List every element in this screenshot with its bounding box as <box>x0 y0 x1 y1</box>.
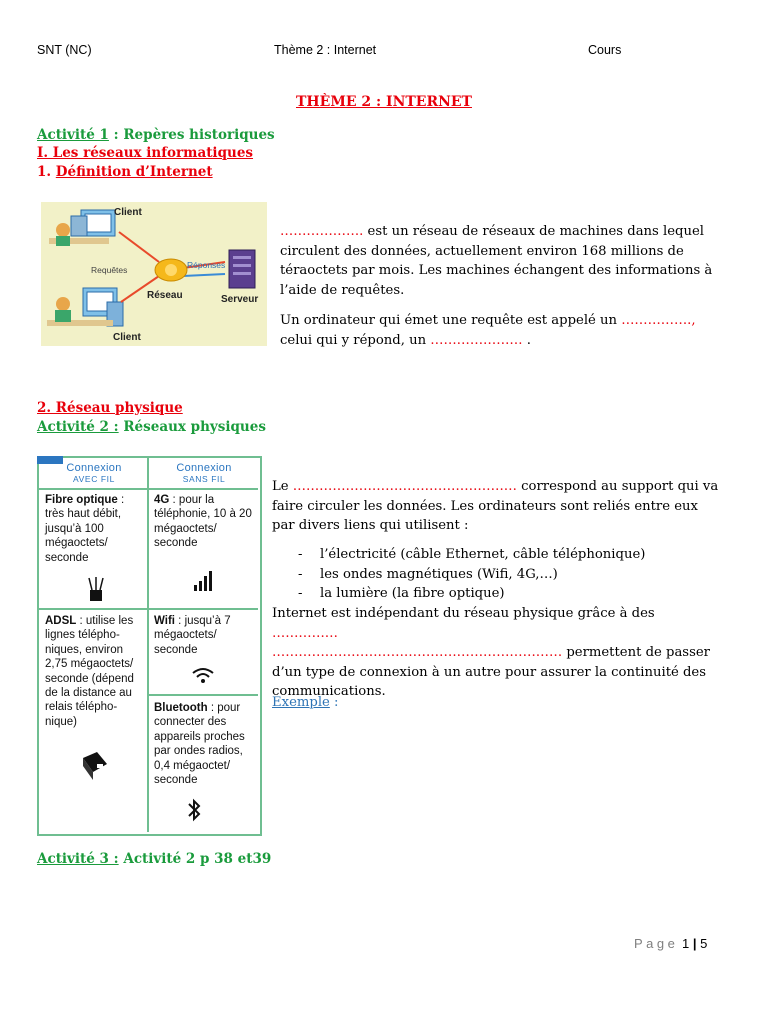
cell-fibre-optique: Fibre optique : très haut débit, jusqu’à 100 mégaoctets/ seconde <box>45 494 125 564</box>
liens-list <box>272 545 724 604</box>
page-title: THÈME 2 : INTERNET <box>296 94 472 110</box>
exemple-link[interactable]: Exemple <box>272 695 330 710</box>
server-icon <box>229 250 255 288</box>
col-header-avec-fil: Connexion AVEC FIL <box>66 462 122 484</box>
label-serveur: Serveur <box>221 294 259 305</box>
physique-text-1: correspond au support qui va faire circuler les données. Les ordinateurs sont reliés entre eux par divers liens qui utilisent : <box>272 479 719 534</box>
fibre-optique-icon <box>87 576 105 602</box>
physique-paragraph-2 <box>272 604 724 702</box>
label-client-bottom: Client <box>113 332 141 343</box>
page-word: Page <box>634 936 679 951</box>
activite-1-heading <box>37 127 275 143</box>
subsection-1-number: 1. <box>37 164 56 180</box>
activite-2-heading <box>37 419 266 435</box>
activite-3-heading <box>37 851 271 867</box>
blank-serveur: ………………… <box>430 332 523 348</box>
activite-1-label: Activité 1 <box>37 127 109 143</box>
definition-text-1: est un réseau de réseaux de machines dans lequel circulent des données, actuellement environ 168 millions de téraoctets par mois. Les machines échangent des informations à l’aide de requêtes. <box>280 224 713 298</box>
page-separator: | <box>689 936 701 951</box>
definition-text-2c: . <box>522 332 531 348</box>
cell-4g: 4G : pour la téléphonie, 10 à 20 mégaoctets/ seconde <box>154 494 252 550</box>
definition-text-2a: Un ordinateur qui émet une requête est appelé un <box>280 313 622 328</box>
subsection-2-heading: 2. Réseau physique <box>37 400 183 416</box>
subsection-1-text: Définition d’Internet <box>55 164 213 180</box>
client-bottom-person-icon <box>56 297 70 311</box>
cell-wifi: Wifi : jusqu’à 7 mégaoctets/ seconde <box>154 615 231 656</box>
physique-text-le: Le <box>272 479 293 494</box>
definition-paragraph-2 <box>280 311 720 350</box>
exemple-line <box>272 693 338 713</box>
blank-reseau-physique: …………………………………………… <box>292 479 517 494</box>
blank-protocoles-1: …………… <box>272 625 338 641</box>
blank-client: ……………., <box>621 313 696 328</box>
activite-2-rest: Réseaux physiques <box>118 419 266 435</box>
page-total: 5 <box>700 936 708 951</box>
page-current: 1 <box>682 936 690 951</box>
header-left: SNT (NC) <box>37 43 92 57</box>
activite-1-rest: : Repères historiques <box>108 127 275 143</box>
list-item: - les ondes magnétiques (Wifi, 4G,…) <box>272 565 724 585</box>
col-header-sans-fil: Connexion SANS FIL <box>176 462 232 484</box>
label-client-top: Client <box>114 207 142 218</box>
cell-bluetooth: Bluetooth : pour connecter des appareils proches par ondes radios, 0,4 mégaoctet/ seconde <box>154 702 245 787</box>
bluetooth-icon <box>186 798 202 822</box>
exemple-colon: : <box>329 695 339 710</box>
section-1-heading: I. Les réseaux informatiques <box>37 145 254 161</box>
cell-adsl: ADSL : utilise les lignes télépho-niques, environ 2,75 mégaoctets/ seconde (dépend de la distance au relais télépho-nique) <box>45 615 134 728</box>
physique-text-2b: permettent de passer d’un type de connexion à un autre pour assurer la continuité des communications. <box>272 645 710 700</box>
activite-2-label: Activité 2 : <box>37 419 119 435</box>
label-requetes: Requêtes <box>91 265 128 275</box>
telephone-plug-icon <box>79 750 109 782</box>
header-right: Cours <box>588 43 622 57</box>
network-diagram-illustration <box>41 202 267 346</box>
signal-bars-icon <box>193 570 213 592</box>
definition-paragraph-1 <box>280 222 720 300</box>
definition-text-2b: celui qui y répond, un <box>280 332 431 348</box>
connexion-table <box>37 456 262 836</box>
list-item: - la lumière (la fibre optique) <box>272 584 724 604</box>
physique-text-2a: Internet est indépendant du réseau physique grâce à des <box>272 606 655 621</box>
wifi-icon <box>191 666 215 684</box>
page-number <box>634 936 707 951</box>
subsection-1-heading <box>37 164 213 180</box>
blank-internet: ………………. <box>280 224 364 239</box>
label-reponses: Réponses <box>187 260 226 270</box>
label-reseau: Réseau <box>147 290 183 301</box>
client-top-person-icon <box>56 223 70 237</box>
activite-3-rest: Activité 2 p 38 et39 <box>118 851 272 867</box>
header-center: Thème 2 : Internet <box>274 43 377 57</box>
physique-paragraph-1 <box>272 477 724 536</box>
activite-3-label: Activité 3 : <box>37 851 119 867</box>
list-item: - l’électricité (câble Ethernet, câble téléphonique) <box>272 545 724 565</box>
network-diagram <box>41 202 267 346</box>
blank-protocoles-2: ………………………………………………………… <box>272 645 563 661</box>
